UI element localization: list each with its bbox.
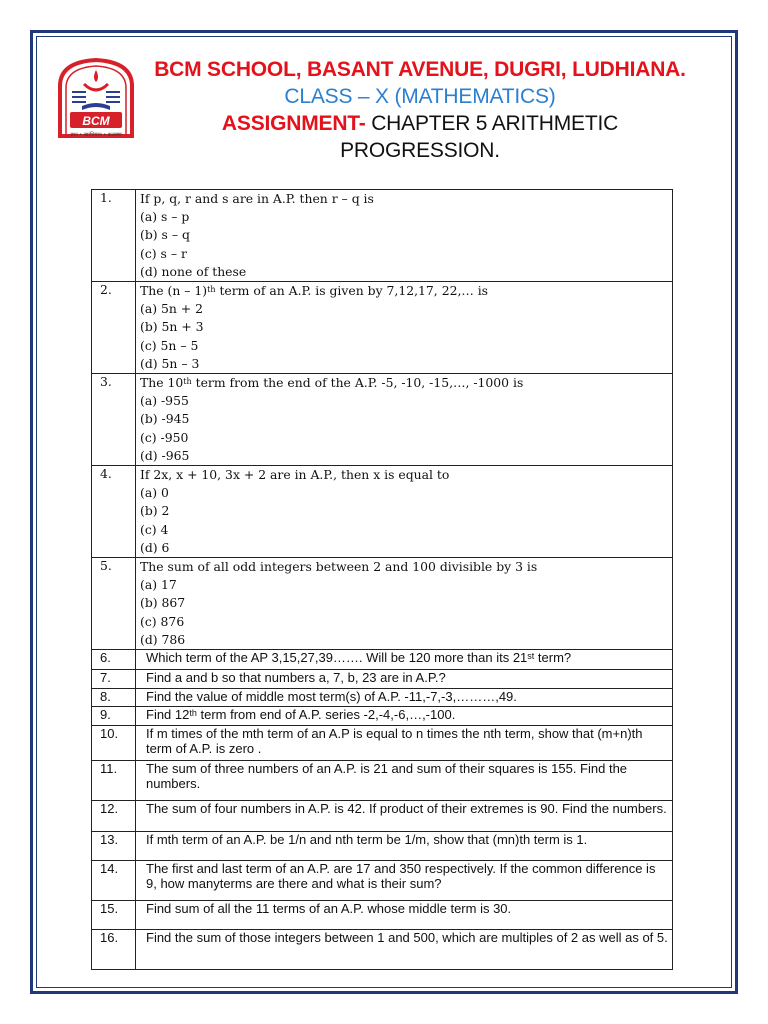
option: (a) -955 <box>140 393 189 409</box>
option: (c) 5n – 5 <box>140 337 199 353</box>
option: (b) 867 <box>140 595 186 611</box>
text-part: term? <box>534 650 572 666</box>
option: (a) s – p <box>140 209 190 225</box>
question-number: 9. <box>92 707 136 726</box>
question-row <box>92 282 673 374</box>
text-part: term from end of A.P. series -2,-4,-6,…,-100. <box>196 707 456 723</box>
question-row <box>92 670 673 689</box>
question-stem: If p, q, r and s are in A.P. then r – q is <box>140 191 374 206</box>
stem-part: The 10 <box>140 375 184 391</box>
question-stem <box>140 374 668 392</box>
document-header <box>150 56 690 164</box>
question-body <box>136 558 673 650</box>
option: (c) -950 <box>140 429 189 445</box>
question-text: The sum of four numbers in A.P. is 42. If product of their extremes is 90. Find the numbers. <box>136 801 673 832</box>
option: (d) 786 <box>140 631 186 647</box>
question-number: 1. <box>92 190 136 282</box>
option: (d) none of these <box>140 263 247 279</box>
stem-part: term from the end of the A.P. -5, -10, -15,…, -1000 is <box>191 375 524 391</box>
questions-table <box>91 189 673 970</box>
question-number: 10. <box>92 726 136 761</box>
question-body <box>136 190 673 282</box>
school-logo <box>50 52 142 140</box>
option: (c) 876 <box>140 613 185 629</box>
question-number: 3. <box>92 374 136 466</box>
stem-superscript: th <box>207 285 216 295</box>
question-text: If mth term of an A.P. be 1/n and nth term be 1/m, show that (mn)th term is 1. <box>136 832 673 861</box>
question-number: 16. <box>92 930 136 970</box>
question-text: The sum of three numbers of an A.P. is 21 and sum of their squares is 155. Find the numbers. <box>136 761 673 801</box>
school-name: BCM SCHOOL, BASANT AVENUE, DUGRI, LUDHIANA. <box>154 58 686 81</box>
question-number: 6. <box>92 650 136 670</box>
question-body <box>136 282 673 374</box>
question-row <box>92 707 673 726</box>
question-row <box>92 861 673 901</box>
question-text: Find the sum of those integers between 1 and 500, which are multiples of 2 as well as of 5. <box>136 930 673 970</box>
option: (b) 5n + 3 <box>140 319 204 335</box>
question-number: 2. <box>92 282 136 374</box>
logo-text: BCM <box>82 114 110 128</box>
question-stem: The sum of all odd integers between 2 and 100 divisible by 3 is <box>140 559 538 575</box>
assignment-title <box>150 110 690 137</box>
question-row <box>92 801 673 832</box>
chapter-title: CHAPTER 5 ARITHMETIC <box>365 112 619 135</box>
option: (a) 0 <box>140 485 169 501</box>
question-number: 12. <box>92 801 136 832</box>
question-number: 8. <box>92 689 136 707</box>
question-number: 5. <box>92 558 136 650</box>
option: (c) 4 <box>140 521 169 537</box>
class-title: CLASS – X (MATHEMATICS) <box>284 85 556 108</box>
stem-superscript: th <box>183 377 192 387</box>
question-number: 7. <box>92 670 136 689</box>
option: (b) 2 <box>140 503 170 519</box>
question-stem: If 2x, x + 10, 3x + 2 are in A.P., then x is equal to <box>140 467 450 483</box>
question-row <box>92 726 673 761</box>
text-part: Find 12 <box>146 707 190 723</box>
question-row <box>92 466 673 558</box>
question-number: 4. <box>92 466 136 558</box>
option: (d) 5n – 3 <box>140 355 200 371</box>
assignment-prefix: ASSIGNMENT- <box>221 112 366 135</box>
question-body <box>136 466 673 558</box>
option: (a) 5n + 2 <box>140 301 203 317</box>
option: (d) -965 <box>140 447 190 463</box>
question-row <box>92 650 673 670</box>
question-row <box>92 689 673 707</box>
question-row <box>92 558 673 650</box>
text-part: Which term of the AP 3,15,27,39……. Will be 120 more than its 21 <box>146 650 528 666</box>
logo-motto: ज्ञान • स्वाभिमान • कल्याण <box>70 132 122 138</box>
question-body <box>136 374 673 466</box>
question-text <box>136 707 673 726</box>
question-text: Find a and b so that numbers a, 7, b, 23 are in A.P.? <box>136 670 673 689</box>
question-row <box>92 930 673 970</box>
chapter-title-line2: PROGRESSION. <box>340 139 500 162</box>
option: (b) -945 <box>140 411 190 427</box>
question-row <box>92 761 673 801</box>
question-row <box>92 190 673 282</box>
question-text: If m times of the mth term of an A.P is equal to n times the nth term, show that (m+n)th term of A.P. is zero . <box>136 726 673 761</box>
question-text: Find the value of middle most term(s) of A.P. -11,-7,-3,………,49. <box>136 689 673 707</box>
text-superscript: st <box>527 651 535 662</box>
text-superscript: th <box>189 708 197 719</box>
question-text: The first and last term of an A.P. are 17 and 350 respectively. If the common difference is 9, how manyterms are there and what is their sum? <box>136 861 673 901</box>
stem-part: term of an A.P. is given by 7,12,17, 22,… is <box>215 283 489 299</box>
question-stem <box>140 282 668 300</box>
question-row <box>92 901 673 930</box>
stem-part: The (n – 1) <box>140 283 208 299</box>
option: (d) 6 <box>140 539 170 555</box>
question-number: 14. <box>92 861 136 901</box>
question-row <box>92 832 673 861</box>
question-text <box>136 650 673 670</box>
option: (b) s – q <box>140 227 190 243</box>
question-row <box>92 374 673 466</box>
question-number: 13. <box>92 832 136 861</box>
question-number: 15. <box>92 901 136 930</box>
question-number: 11. <box>92 761 136 801</box>
question-text: Find sum of all the 11 terms of an A.P. whose middle term is 30. <box>136 901 673 930</box>
option: (c) s – r <box>140 245 187 261</box>
option: (a) 17 <box>140 577 177 593</box>
